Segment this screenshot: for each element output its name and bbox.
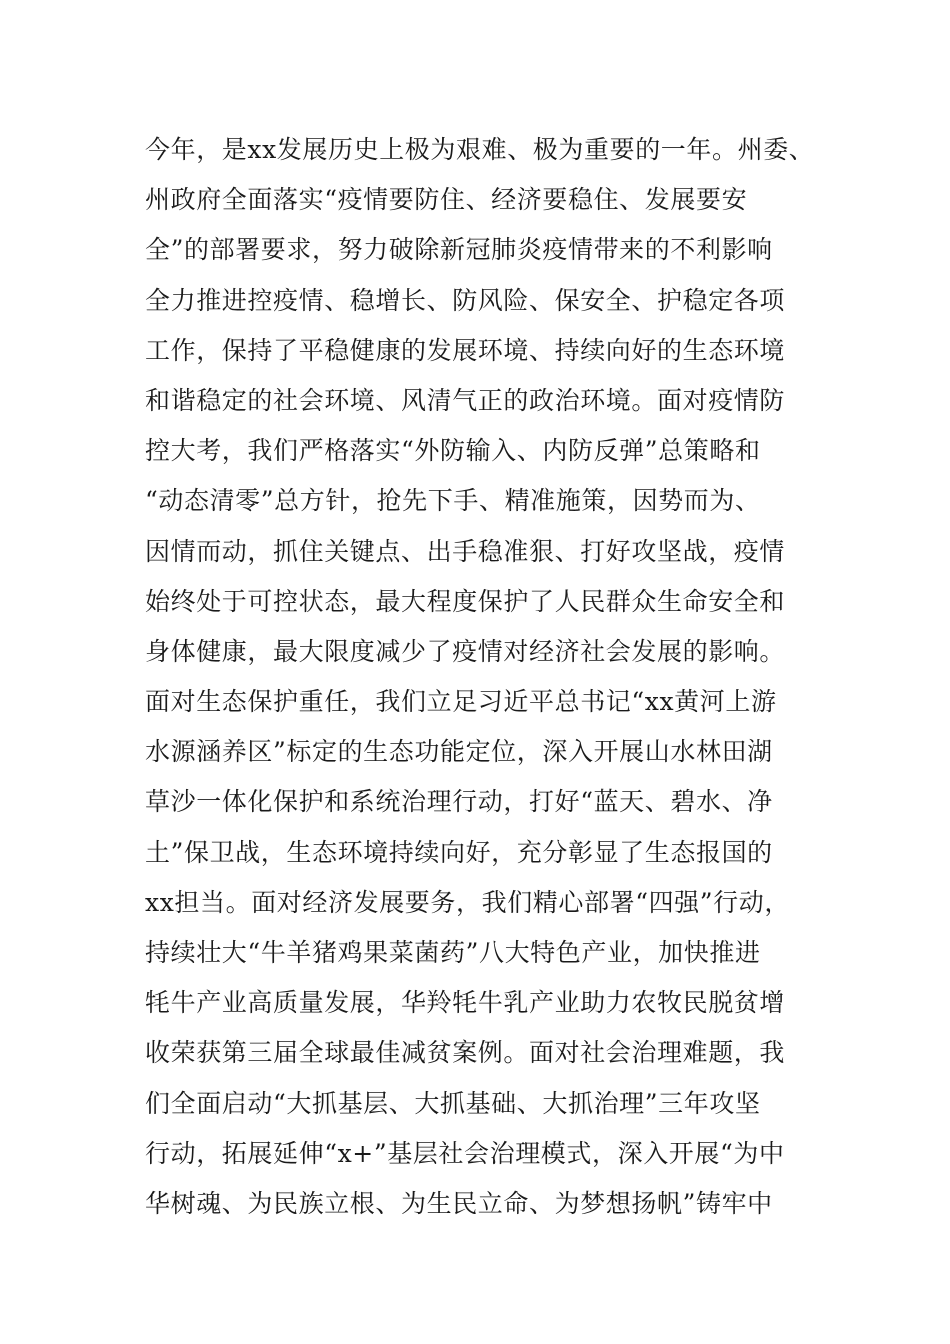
text-line: 华树魂、为民族立根、为生民立命、为梦想扬帆”铸牢中 bbox=[145, 1188, 773, 1218]
text-line: 工作，保持了平稳健康的发展环境、持续向好的生态环境 bbox=[145, 335, 786, 365]
text-line: 今年，是xx发展历史上极为艰难、极为重要的一年。州委、 bbox=[145, 135, 815, 164]
text-line: 全”的部署要求，努力破除新冠肺炎疫情带来的不利影响 bbox=[145, 235, 773, 265]
text-line: 持续壮大“牛羊猪鸡果菜菌药”八大特色产业，加快推进 bbox=[145, 938, 761, 967]
text-line: 牦牛产业高质量发展，华羚牦牛乳产业助力农牧民脱贫增 bbox=[145, 988, 786, 1018]
text-line: “动态清零”总方针，抢先下手、精准施策，因势而为、 bbox=[145, 486, 761, 516]
text-line: 始终处于可控状态，最大程度保护了人民群众生命安全和 bbox=[145, 586, 786, 616]
text-line: 身体健康，最大限度减少了疫情对经济社会发展的影响。 bbox=[145, 636, 786, 666]
text-line: 草沙一体化保护和系统治理行动，打好“蓝天、碧水、净 bbox=[145, 787, 773, 817]
text-line: 州政府全面落实“疫情要防住、经济要稳住、发展要安 bbox=[145, 185, 748, 215]
text-line: 因情而动，抓住关键点、出手稳准狠、打好攻坚战，疫情 bbox=[145, 536, 786, 566]
text-line: 和谐稳定的社会环境、风清气正的政治环境。面对疫情防 bbox=[145, 385, 786, 415]
text-line: 土”保卫战，生态环境持续向好，充分彰显了生态报国的 bbox=[145, 837, 773, 867]
text-line: 收荣获第三届全球最佳减贫案例。面对社会治理难题，我 bbox=[145, 1038, 786, 1068]
text-line: 面对生态保护重任，我们立足习近平总书记“xx黄河上游 bbox=[145, 687, 777, 717]
text-line: 们全面启动“大抓基层、大抓基础、大抓治理”三年攻坚 bbox=[145, 1088, 761, 1118]
body-paragraph bbox=[145, 125, 845, 1229]
text-line: 水源涵养区”标定的生态功能定位，深入开展山水林田湖 bbox=[145, 737, 773, 767]
text-line: 控大考，我们严格落实“外防输入、内防反弹”总策略和 bbox=[145, 436, 761, 466]
text-line: 全力推进控疫情、稳增长、防风险、保安全、护稳定各项 bbox=[145, 285, 786, 315]
text-line: 行动，拓展延伸“x+”基层社会治理模式，深入开展“为中 bbox=[145, 1138, 785, 1168]
text-line: xx担当。面对经济发展要务，我们精心部署“四强”行动， bbox=[145, 887, 790, 917]
